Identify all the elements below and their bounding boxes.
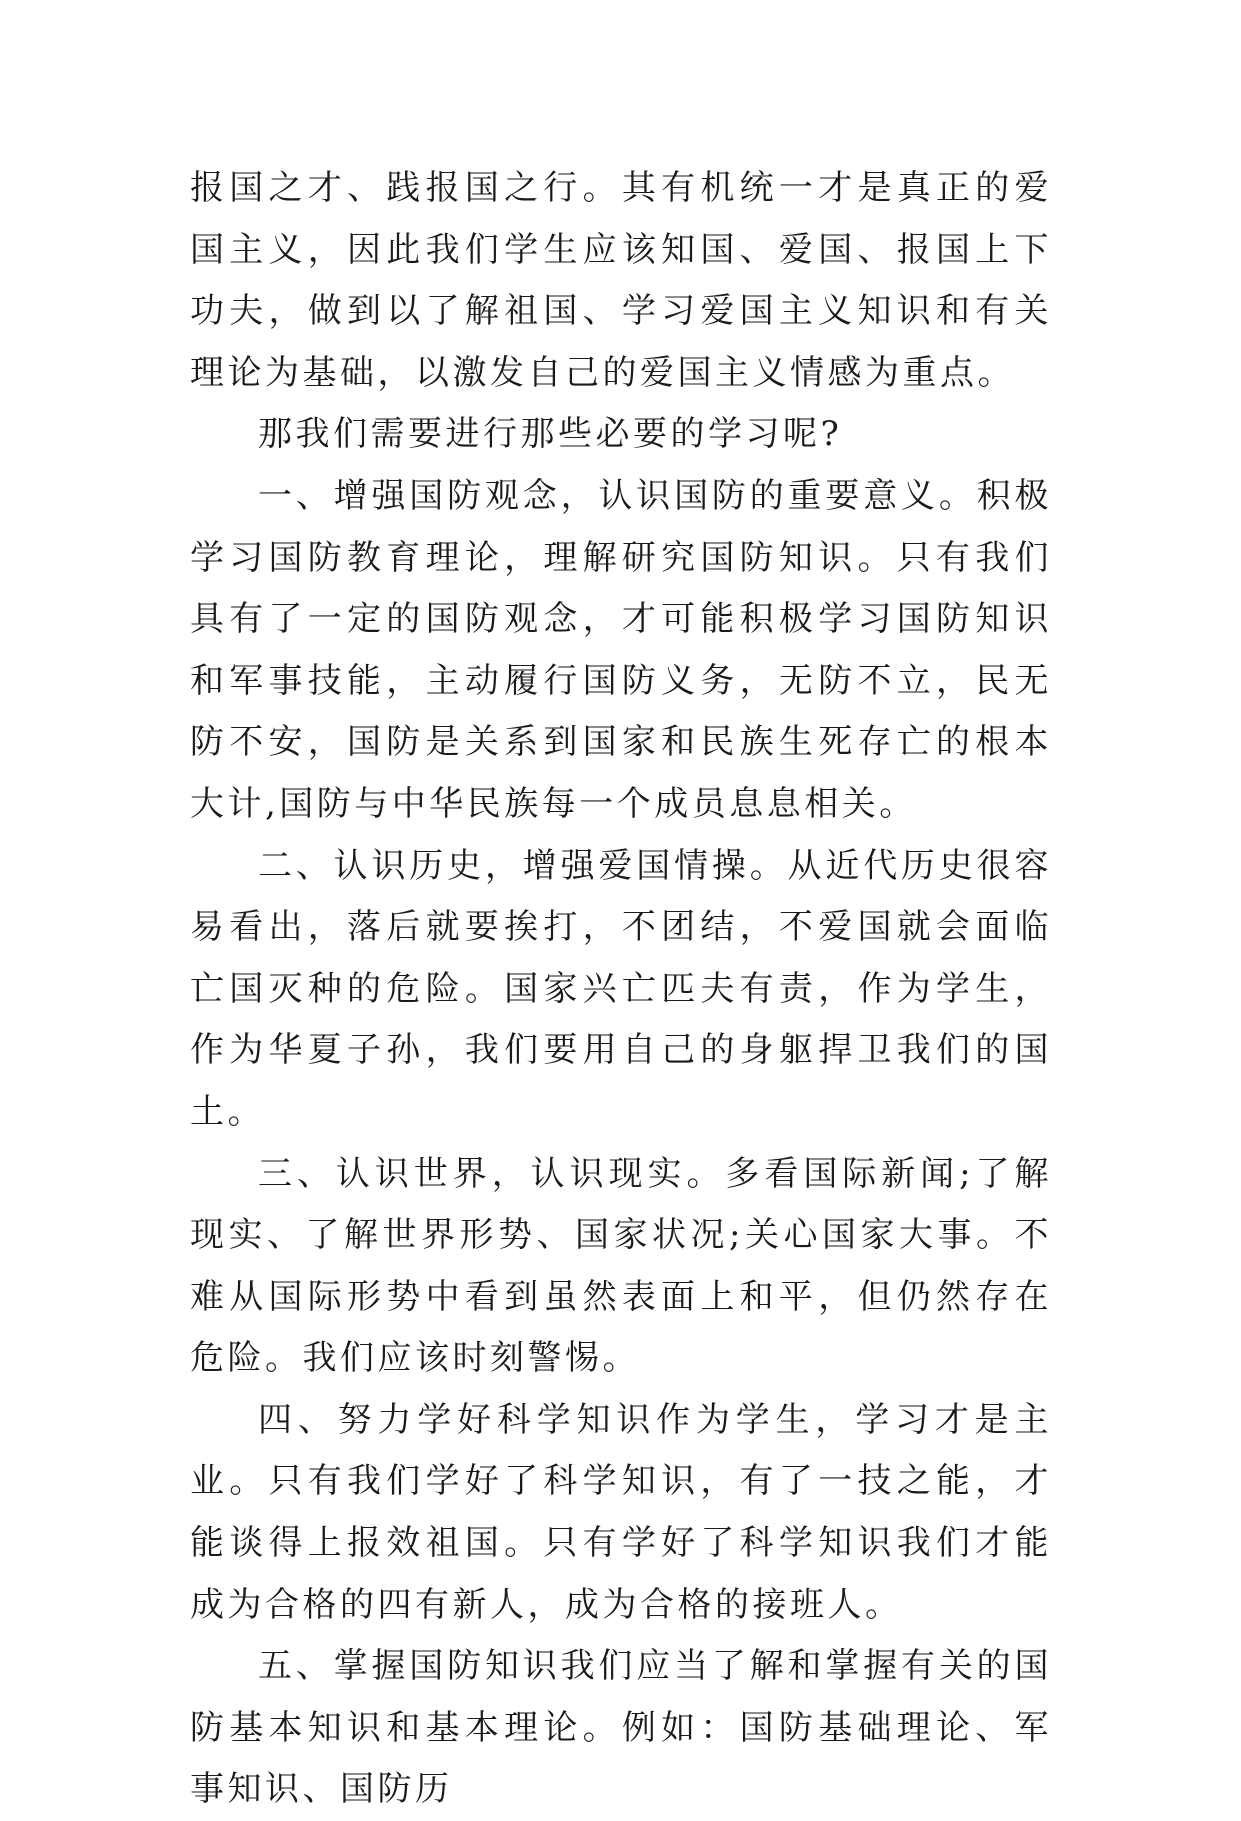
paragraph-point-5: 五、掌握国防知识我们应当了解和掌握有关的国防基本知识和基本理论。例如：国防基础理论、军事知识、国防历 <box>190 1646 1052 1810</box>
paragraph-question: 那我们需要进行那些必要的学习呢? <box>258 414 843 455</box>
paragraph-point-3: 三、认识世界，认识现实。多看国际新闻;了解现实、了解世界形势、国家状况;关心国家大事。不难从国际形势中看到虽然表面上和平，但仍然存在危险。我们应该时刻警惕。 <box>190 1153 1052 1379</box>
paragraph-point-4: 四、努力学好科学知识作为学生，学习才是主业。只有我们学好了科学知识，有了一技之能，才能谈得上报效祖国。只有学好了科学知识我们才能成为合格的四有新人，成为合格的接班人。 <box>190 1399 1052 1625</box>
document-body <box>190 158 1052 1821</box>
paragraph-continuation: 报国之才、践报国之行。其有机统一才是真正的爱国主义，因此我们学生应该知国、爱国、报国上下功夫，做到以了解祖国、学习爱国主义知识和有关理论为基础，以激发自己的爱国主义情感为重点。 <box>190 168 1052 393</box>
paragraph-point-2: 二、认识历史，增强爱国情操。从近代历史很容易看出，落后就要挨打，不团结，不爱国就会面临亡国灭种的危险。国家兴亡匹夫有责，作为学生，作为华夏子孙，我们要用自己的身躯捍卫我们的国土。 <box>190 845 1052 1132</box>
paragraph-point-1: 一、增强国防观念，认识国防的重要意义。积极学习国防教育理论，理解研究国防知识。只有我们具有了一定的国防观念，才可能积极学习国防知识和军事技能，主动履行国防义务，无防不立，民无防不安，国防是关系到国家和民族生死存亡的根本大计,国防与中华民族每一个成员息息相关。 <box>190 475 1052 824</box>
